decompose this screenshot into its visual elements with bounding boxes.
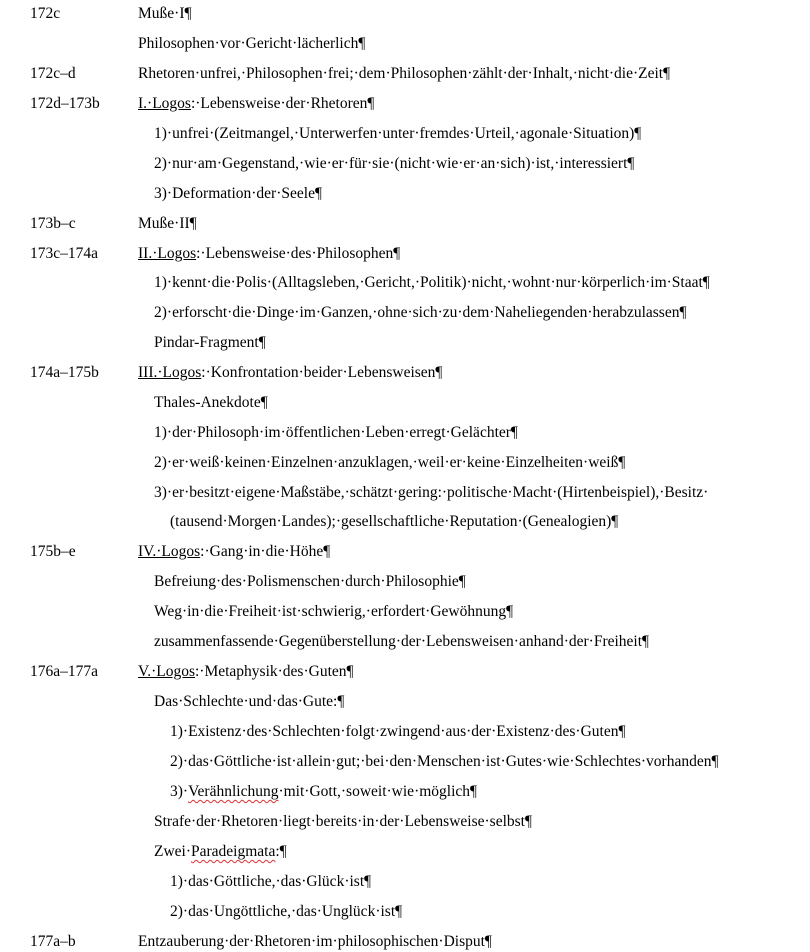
line-text: :·Lebensweise·der·Rhetoren¶ (190, 95, 375, 112)
outline-line (138, 4, 192, 24)
outline-line (170, 722, 626, 742)
line-text: 1)·der·Philosoph·im·öffentlichen·Leben·erregt·Gelächter¶ (154, 424, 518, 441)
outline-line (154, 154, 634, 174)
outline-line (154, 632, 649, 652)
line-text: Befreiung·des·Polismenschen·durch·Philosophie¶ (154, 573, 466, 590)
outline-line (154, 393, 268, 413)
line-text: 3)·Deformation·der·Seele¶ (154, 185, 322, 202)
spellcheck-word: Verähnlichung (188, 783, 279, 800)
section-reference: 172c (30, 5, 61, 22)
line-text: 1)·das·Göttliche,·das·Glück·ist¶ (170, 873, 372, 890)
outline-line (154, 333, 266, 353)
line-text: Strafe·der·Rhetoren·liegt·bereits·in·der·Lebensweise·selbst¶ (154, 813, 533, 830)
outline-line (154, 184, 322, 204)
line-text: 3)·er·besitzt·eigene·Maßstäbe,·schätzt·gering:·politische·Macht·(Hirtenbeispiel),·Besitz· (154, 484, 709, 501)
outline-line (138, 64, 670, 84)
line-text: :·Metaphysik·des·Guten¶ (194, 663, 354, 680)
line-text: :·Konfrontation·beider·Lebensweisen¶ (201, 364, 443, 381)
outline-line (154, 483, 708, 503)
line-text: 1)·kennt·die·Polis·(Alltagsleben,·Gericht,·Politik)·nicht,·wohnt·nur·körperlich·im·Staat¶ (154, 274, 710, 291)
line-text: zusammenfassende·Gegenüberstellung·der·Lebensweisen·anhand·der·Freiheit¶ (154, 633, 650, 650)
outline-line (138, 662, 354, 682)
line-text: 2)·das·Ungöttliche,·das·Unglück·ist¶ (170, 903, 403, 920)
outline-line (138, 214, 197, 234)
line-text: Pindar-Fragment¶ (154, 334, 266, 351)
outline-line (154, 124, 641, 144)
line-text: ·mit·Gott,·soweit·wie·möglich¶ (278, 783, 478, 800)
section-reference: 173b–c (30, 215, 76, 232)
outline-line (170, 902, 402, 922)
logos-heading: V.·Logos (138, 663, 195, 680)
line-text: :·Lebensweise·des·Philosophen¶ (196, 245, 401, 262)
line-text: 2)·er·weiß·keinen·Einzelnen·anzuklagen,·weil·er·keine·Einzelheiten·weiß¶ (154, 454, 626, 471)
section-reference: 175b–e (30, 543, 76, 560)
outline-line (170, 512, 618, 532)
line-text: 2)·das·Göttliche·ist·allein·gut;·bei·den·Menschen·ist·Gutes·wie·Schlechtes·vorhanden¶ (170, 753, 719, 770)
line-text: 3)· (170, 783, 189, 800)
line-text: Thales-Anekdote¶ (154, 394, 268, 411)
outline-line (154, 842, 287, 862)
line-text: (tausend·Morgen·Landes);·gesellschaftliche·Reputation·(Genealogien)¶ (170, 513, 619, 530)
outline-line (138, 94, 374, 114)
section-reference: 173c–174a (30, 245, 99, 262)
outline-line (154, 303, 686, 323)
logos-heading: I.·Logos (138, 95, 191, 112)
line-text: :¶ (275, 843, 287, 860)
section-reference: 172d–173b (30, 95, 100, 112)
line-text: Muße·II¶ (138, 215, 197, 232)
section-reference: 176a–177a (30, 663, 99, 680)
outline-line (154, 602, 513, 622)
outline-line (138, 542, 330, 562)
line-text: Philosophen·vor·Gericht·lächerlich¶ (138, 35, 366, 52)
logos-heading: IV.·Logos (138, 543, 201, 560)
outline-line (154, 423, 518, 443)
outline-line (154, 572, 466, 592)
outline-line (138, 363, 442, 383)
outline-line (154, 812, 532, 832)
logos-heading: III.·Logos (138, 364, 202, 381)
outline-line (170, 752, 718, 772)
section-reference: 177a–b (30, 933, 76, 950)
section-reference: 174a–175b (30, 364, 99, 381)
line-text: Weg·in·die·Freiheit·ist·schwierig,·erfordert·Gewöhnung¶ (154, 603, 514, 620)
line-text: 2)·nur·am·Gegenstand,·wie·er·für·sie·(nicht·wie·er·an·sich)·ist,·interessiert¶ (154, 155, 635, 172)
outline-line (138, 244, 400, 264)
line-text: Das·Schlechte·und·das·Gute:¶ (154, 693, 345, 710)
outline-line (154, 453, 625, 473)
line-text: Rhetoren·unfrei,·Philosophen·frei;·dem·Philosophen·zählt·der·Inhalt,·nicht·die·Zeit¶ (138, 65, 671, 82)
line-text: 1)·unfrei·(Zeitmangel,·Unterwerfen·unter·fremdes·Urteil,·agonale·Situation)¶ (154, 125, 642, 142)
outline-line (170, 782, 477, 802)
outline-line (154, 692, 344, 712)
line-text: Muße·I¶ (138, 5, 192, 22)
outline-line (138, 34, 365, 54)
line-text: :·Gang·in·die·Höhe¶ (200, 543, 331, 560)
logos-heading: II.·Logos (138, 245, 197, 262)
line-text: Entzauberung·der·Rhetoren·im·philosophischen·Disput¶ (138, 933, 492, 950)
line-text: Zwei· (154, 843, 192, 860)
section-reference: 172c–d (30, 65, 76, 82)
line-text: 1)·Existenz·des·Schlechten·folgt·zwingend·aus·der·Existenz·des·Guten¶ (170, 723, 626, 740)
outline-line (170, 872, 371, 892)
line-text: 2)·erforscht·die·Dinge·im·Ganzen,·ohne·sich·zu·dem·Naheliegenden·herabzulassen¶ (154, 304, 687, 321)
outline-line (154, 273, 710, 293)
outline-line (138, 932, 492, 952)
spellcheck-word: Paradeigmata (191, 843, 276, 860)
